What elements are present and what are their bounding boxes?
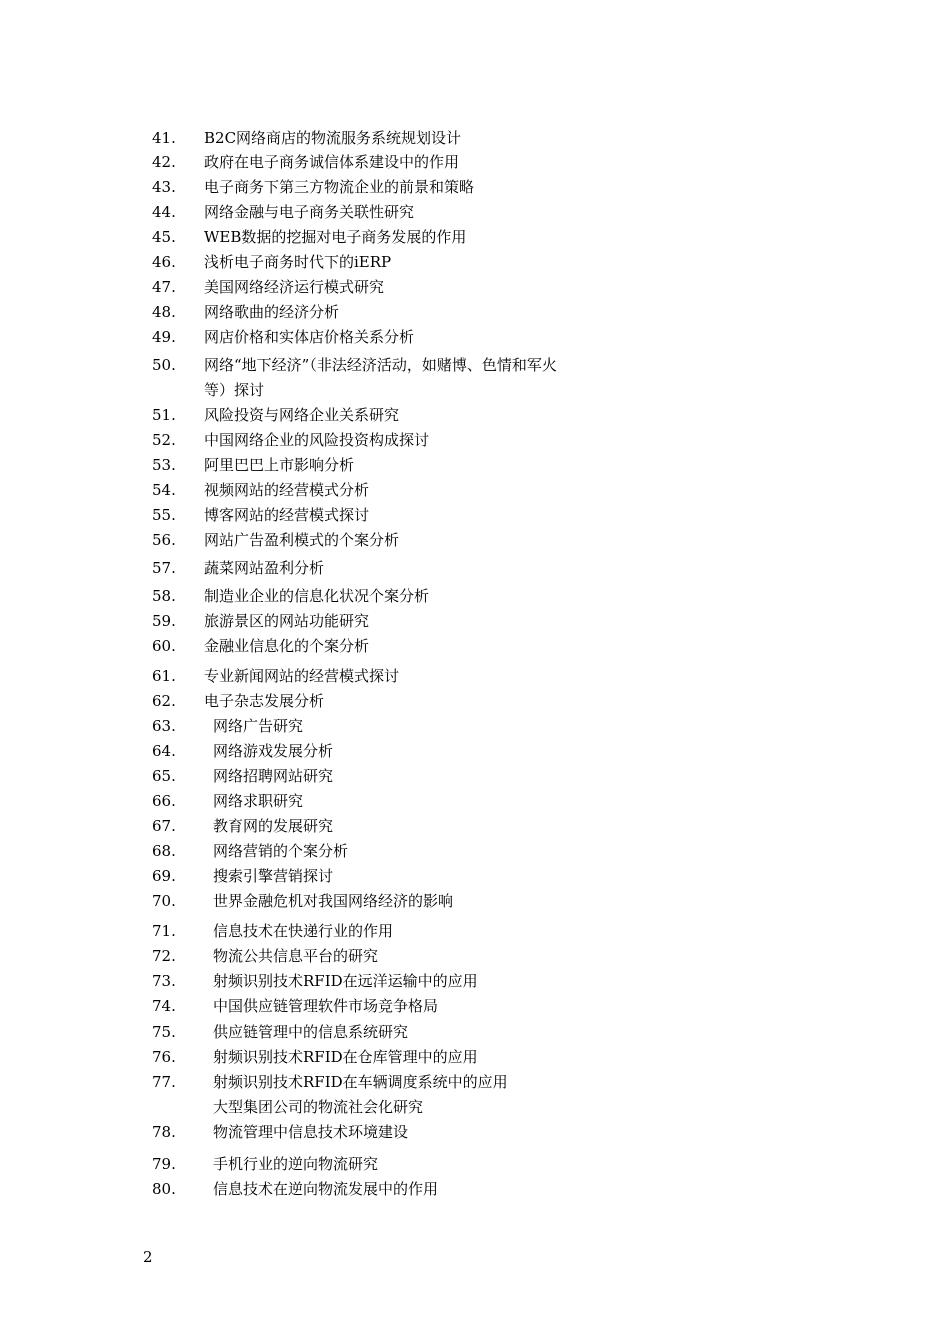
list-item (0, 609, 950, 633)
item-title: 信息技术在快递行业的作用 (213, 922, 394, 940)
item-number: 42. (152, 153, 176, 171)
list-item (0, 378, 950, 402)
item-title: WEB数据的挖掘对电子商务发展的作用 (204, 228, 467, 246)
list-item (0, 556, 950, 580)
item-number: 71. (152, 922, 176, 940)
item-number: 76. (152, 1048, 176, 1066)
item-number: 70. (152, 892, 176, 910)
list-item (0, 1120, 950, 1144)
item-number: 78. (152, 1123, 176, 1141)
item-title: 网络金融与电子商务关联性研究 (204, 203, 415, 221)
item-number: 54. (152, 481, 176, 499)
item-number: 79. (152, 1155, 176, 1173)
list-item (0, 453, 950, 477)
item-title: 物流管理中信息技术环境建设 (213, 1123, 409, 1141)
list-item (0, 714, 950, 738)
item-title: 搜索引擎营销探讨 (213, 867, 334, 885)
item-number: 52. (152, 431, 176, 449)
item-title: 射频识别技术RFID在远洋运输中的应用 (213, 972, 478, 990)
list-item (0, 1177, 950, 1201)
item-title: 专业新闻网站的经营模式探讨 (204, 667, 400, 685)
item-title: 网店价格和实体店价格关系分析 (204, 328, 415, 346)
list-item (0, 1020, 950, 1044)
list-item (0, 503, 950, 527)
list-item (0, 739, 950, 763)
item-title: 世界金融危机对我国网络经济的影响 (213, 892, 454, 910)
item-number: 48. (152, 303, 176, 321)
list-item (0, 126, 950, 150)
list-item (0, 528, 950, 552)
item-number: 57. (152, 559, 176, 577)
item-title: 等）探讨 (204, 381, 265, 399)
item-number: 63. (152, 717, 176, 735)
item-number: 73. (152, 972, 176, 990)
page-number: 2 (143, 1248, 153, 1266)
item-number: 66. (152, 792, 176, 810)
item-number: 58. (152, 587, 176, 605)
item-title: 浅析电子商务时代下的iERP (204, 253, 392, 271)
list-item (0, 634, 950, 658)
item-number: 53. (152, 456, 176, 474)
item-number: 44. (152, 203, 176, 221)
item-title: 蔬菜网站盈利分析 (204, 559, 325, 577)
list-item (0, 1095, 950, 1119)
item-title: 射频识别技术RFID在仓库管理中的应用 (213, 1048, 478, 1066)
item-number: 72. (152, 947, 176, 965)
item-title: 制造业企业的信息化状况个案分析 (204, 587, 430, 605)
list-item (0, 839, 950, 863)
item-title: 射频识别技术RFID在车辆调度系统中的应用 (213, 1073, 508, 1091)
list-item (0, 584, 950, 608)
list-item (0, 250, 950, 274)
item-number: 65. (152, 767, 176, 785)
list-item (0, 994, 950, 1018)
item-number: 46. (152, 253, 176, 271)
list-item (0, 300, 950, 324)
item-number: 55. (152, 506, 176, 524)
item-number: 50. (152, 356, 176, 374)
item-title: 大型集团公司的物流社会化研究 (213, 1098, 424, 1116)
item-number: 64. (152, 742, 176, 760)
list-item (0, 864, 950, 888)
item-title: 网络招聘网站研究 (213, 767, 334, 785)
item-title: 网站广告盈利模式的个案分析 (204, 531, 400, 549)
item-number: 59. (152, 612, 176, 630)
item-title: 网络游戏发展分析 (213, 742, 334, 760)
list-item (0, 1045, 950, 1069)
item-number: 62. (152, 692, 176, 710)
item-number: 75. (152, 1023, 176, 1041)
list-item (0, 1152, 950, 1176)
item-title: 网络“地下经济”（非法经济活动，如赌博、色情和军火 (204, 356, 557, 374)
list-item (0, 150, 950, 174)
list-item (0, 664, 950, 688)
item-number: 68. (152, 842, 176, 860)
item-title: 电子商务下第三方物流企业的前景和策略 (204, 178, 475, 196)
list-item (0, 689, 950, 713)
item-title: 供应链管理中的信息系统研究 (213, 1023, 409, 1041)
item-title: 手机行业的逆向物流研究 (213, 1155, 379, 1173)
item-title: 网络营销的个案分析 (213, 842, 349, 860)
item-number: 74. (152, 997, 176, 1015)
item-title: 金融业信息化的个案分析 (204, 637, 370, 655)
item-title: 网络广告研究 (213, 717, 304, 735)
item-number: 60. (152, 637, 176, 655)
list-item (0, 789, 950, 813)
item-number: 51. (152, 406, 176, 424)
list-item (0, 889, 950, 913)
item-number: 80. (152, 1180, 176, 1198)
item-number: 69. (152, 867, 176, 885)
item-title: 旅游景区的网站功能研究 (204, 612, 370, 630)
item-title: 博客网站的经营模式探讨 (204, 506, 370, 524)
item-title: 电子杂志发展分析 (204, 692, 325, 710)
item-title: 中国供应链管理软件市场竞争格局 (213, 997, 439, 1015)
item-number: 67. (152, 817, 176, 835)
item-title: 教育网的发展研究 (213, 817, 334, 835)
list-item (0, 225, 950, 249)
item-title: 阿里巴巴上市影响分析 (204, 456, 355, 474)
item-title: B2C网络商店的物流服务系统规划设计 (204, 129, 462, 147)
item-number: 77. (152, 1073, 176, 1091)
item-title: 美国网络经济运行模式研究 (204, 278, 385, 296)
item-title: 网络求职研究 (213, 792, 304, 810)
list-item (0, 275, 950, 299)
list-item (0, 944, 950, 968)
item-number: 43. (152, 178, 176, 196)
list-item (0, 175, 950, 199)
list-item (0, 969, 950, 993)
item-title: 中国网络企业的风险投资构成探讨 (204, 431, 430, 449)
item-title: 网络歌曲的经济分析 (204, 303, 340, 321)
item-number: 47. (152, 278, 176, 296)
list-item (0, 764, 950, 788)
item-number: 61. (152, 667, 176, 685)
list-item (0, 1070, 950, 1094)
list-item (0, 814, 950, 838)
list-item (0, 478, 950, 502)
list-item (0, 325, 950, 349)
item-number: 45. (152, 228, 176, 246)
item-title: 物流公共信息平台的研究 (213, 947, 379, 965)
list-item (0, 428, 950, 452)
item-title: 视频网站的经营模式分析 (204, 481, 370, 499)
item-title: 风险投资与网络企业关系研究 (204, 406, 400, 424)
list-item (0, 919, 950, 943)
item-number: 56. (152, 531, 176, 549)
list-item (0, 403, 950, 427)
item-number: 41. (152, 129, 176, 147)
item-number: 49. (152, 328, 176, 346)
item-title: 信息技术在逆向物流发展中的作用 (213, 1180, 439, 1198)
item-title: 政府在电子商务诚信体系建设中的作用 (204, 153, 460, 171)
list-item (0, 200, 950, 224)
list-item (0, 353, 950, 377)
